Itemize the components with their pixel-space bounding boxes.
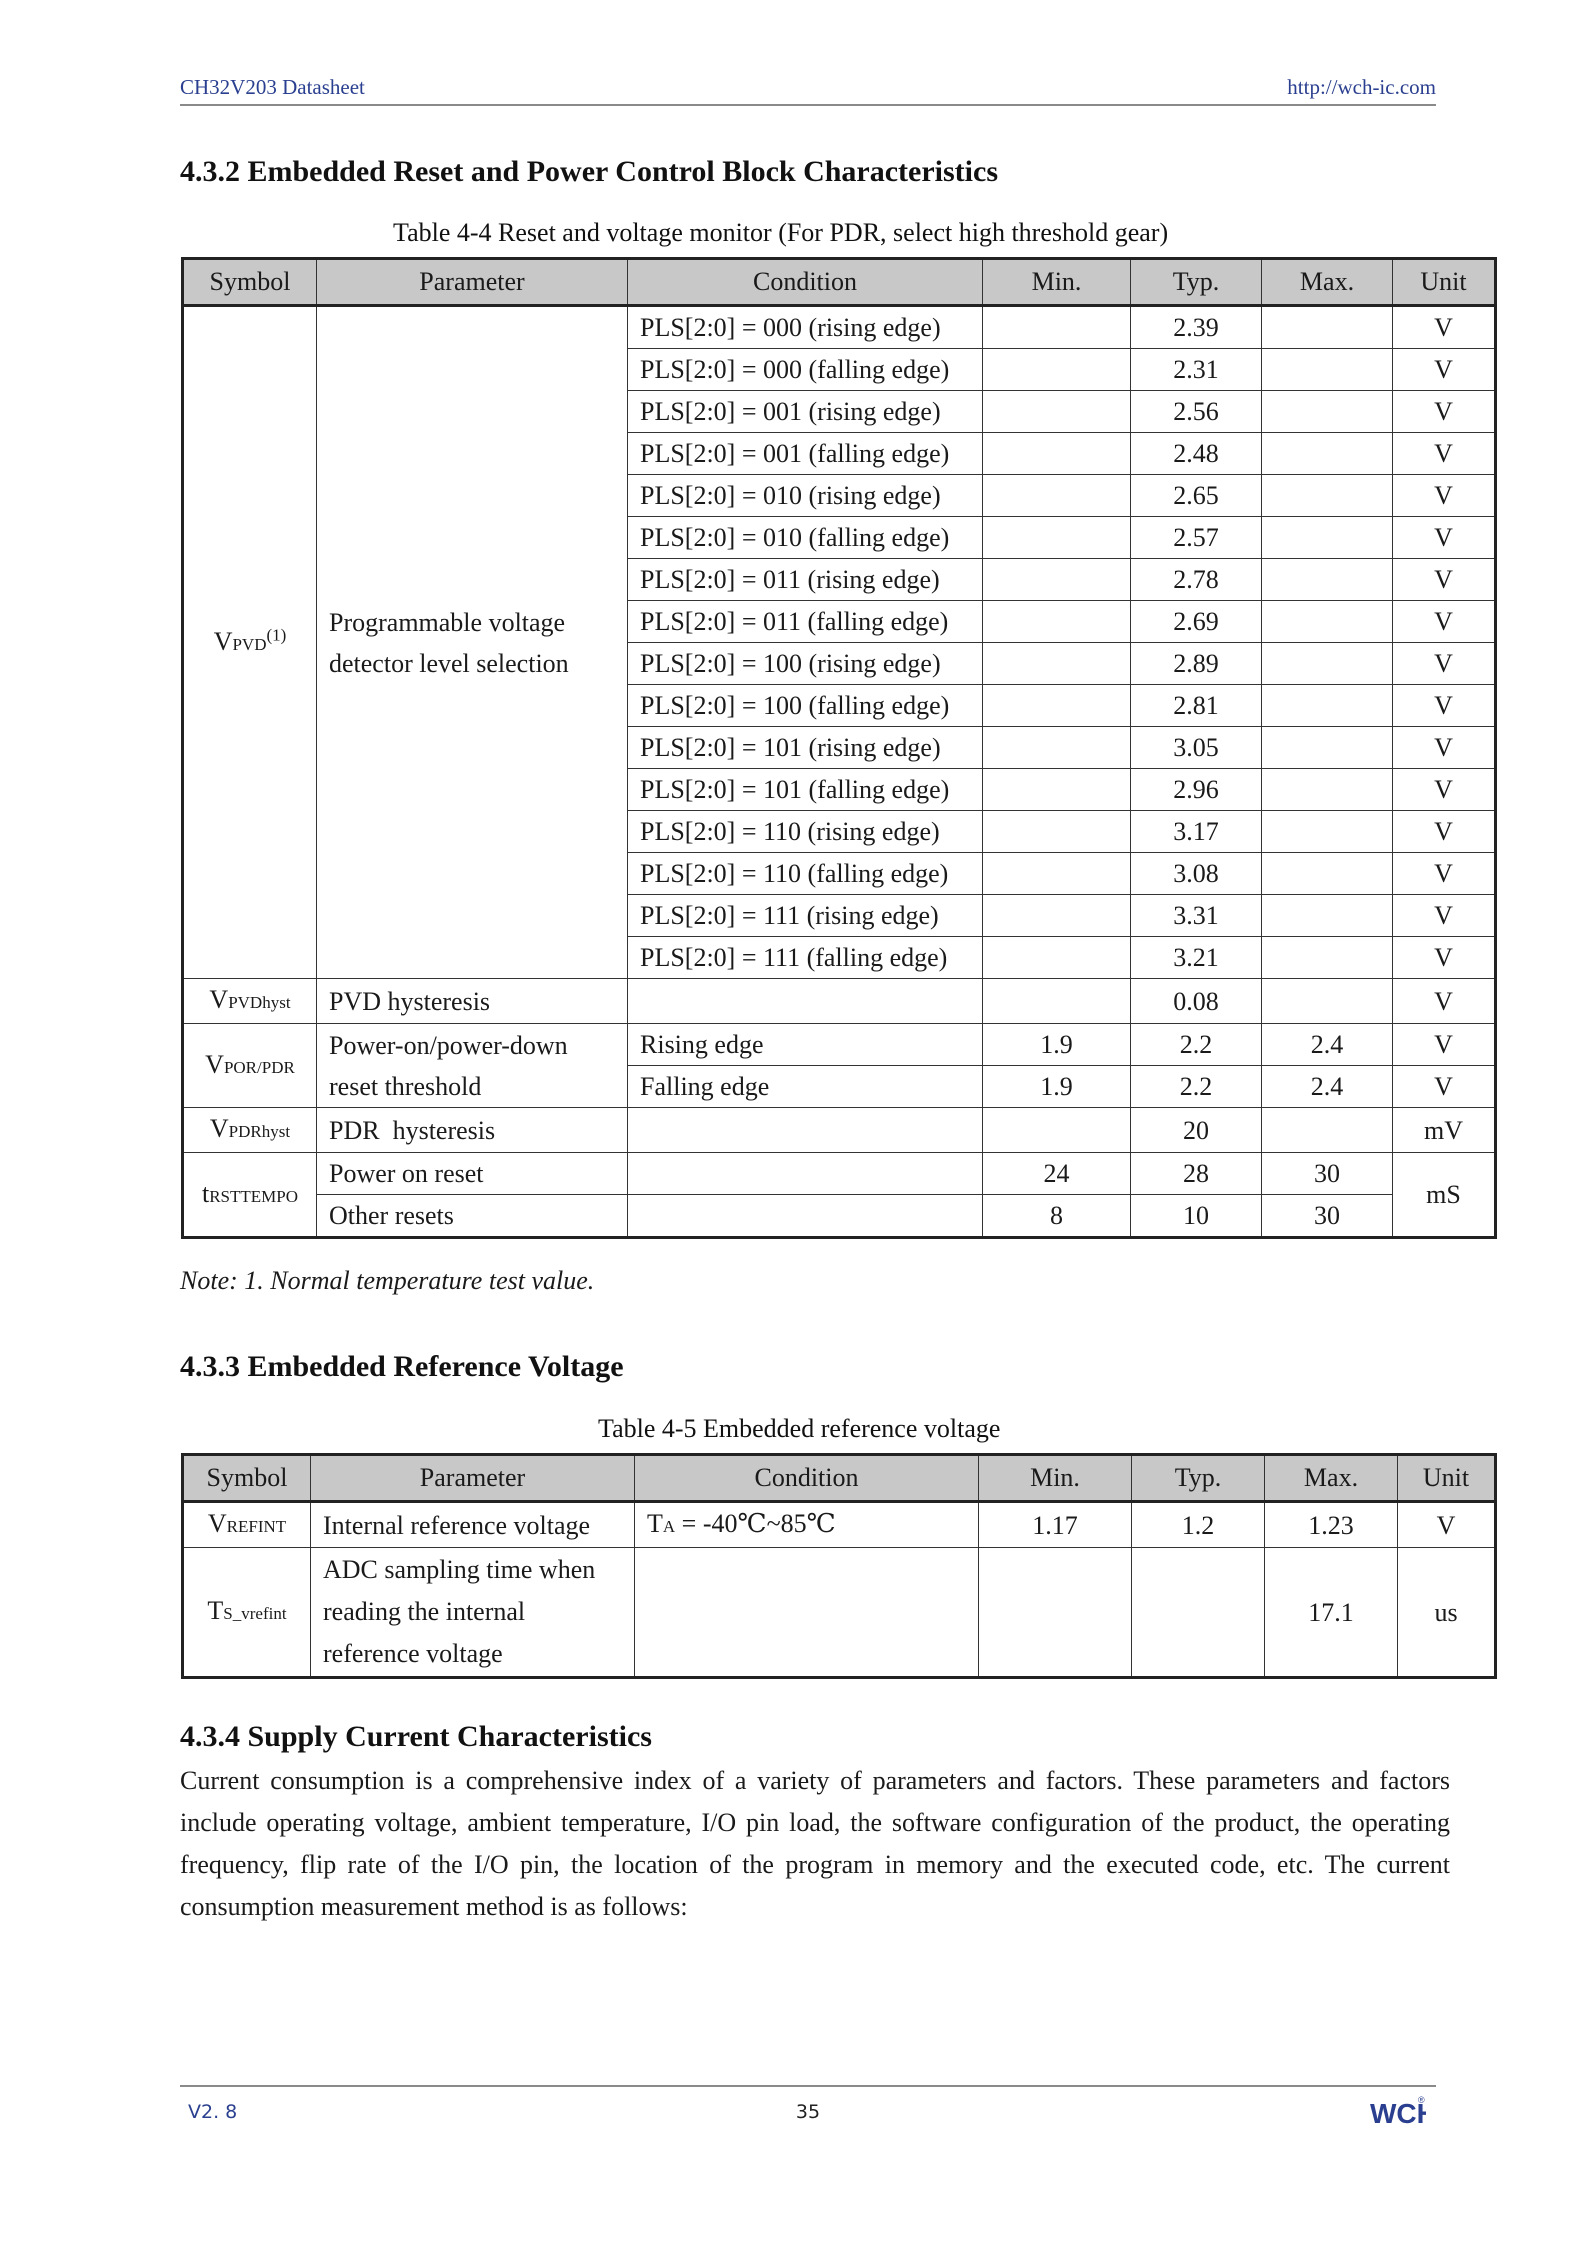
table-row (183, 1153, 1496, 1195)
max (1262, 979, 1393, 1024)
typ: 2.57 (1131, 517, 1262, 559)
min (983, 306, 1131, 349)
condition: PLS[2:0] = 000 (falling edge) (628, 349, 983, 391)
min (983, 979, 1131, 1024)
param-por-line1: Power-on/power-down (329, 1030, 568, 1060)
unit: V (1393, 601, 1496, 643)
unit: V (1393, 727, 1496, 769)
max: 1.23 (1265, 1502, 1398, 1548)
condition: PLS[2:0] = 011 (rising edge) (628, 559, 983, 601)
max (1262, 1108, 1393, 1153)
unit: V (1393, 811, 1496, 853)
table-4-4-caption: Table 4-4 Reset and voltage monitor (For PDR, select high threshold gear) (393, 218, 1169, 247)
condition: PLS[2:0] = 011 (falling edge) (628, 601, 983, 643)
section-4-3-3-title: 4.3.3 Embedded Reference Voltage (180, 1350, 624, 1383)
max: 17.1 (1265, 1548, 1398, 1678)
doc-version: V2. 8 (188, 2101, 238, 2123)
param-ts-line3: reference voltage (323, 1639, 503, 1668)
typ: 2.56 (1131, 391, 1262, 433)
typ: 2.2 (1131, 1024, 1262, 1066)
typ: 28 (1131, 1153, 1262, 1195)
table-row (183, 1548, 1496, 1678)
min (983, 727, 1131, 769)
table-row (183, 1024, 1496, 1066)
min: 1.9 (983, 1066, 1131, 1108)
min (983, 517, 1131, 559)
max (1262, 601, 1393, 643)
unit: V (1398, 1502, 1496, 1548)
unit: V (1393, 517, 1496, 559)
col-typ: Typ. (1131, 259, 1262, 306)
max (1262, 811, 1393, 853)
supply-current-paragraph: Current consumption is a comprehensive index of a variety of parameters and factors. These parameters and factors include operating voltage, ambient temperature, I/O pin load, the software configuration of the product, the operating frequency, flip rate of the I/O pin, the location of the program in memory and the executed code, etc. The current consumption measurement method is as follows: (180, 1766, 1450, 1921)
parameter: Power on reset (317, 1153, 628, 1195)
min: 1.17 (979, 1502, 1132, 1548)
unit: V (1393, 979, 1496, 1024)
max (1262, 559, 1393, 601)
typ: 0.08 (1131, 979, 1262, 1024)
website-link[interactable]: http://wch-ic.com (1287, 75, 1436, 99)
condition (628, 1153, 983, 1195)
max: 30 (1262, 1195, 1393, 1238)
param-por-line2: reset threshold (329, 1071, 482, 1101)
unit: V (1393, 433, 1496, 475)
typ: 2.96 (1131, 769, 1262, 811)
parameter: Other resets (317, 1195, 628, 1238)
condition (628, 979, 983, 1024)
parameter: PVD hysteresis (317, 979, 628, 1024)
col-typ: Typ. (1132, 1455, 1265, 1502)
min (983, 433, 1131, 475)
condition: PLS[2:0] = 100 (rising edge) (628, 643, 983, 685)
svg-text:WCH: WC (1370, 2098, 1417, 2129)
param-pvd-line1: Programmable voltage (329, 607, 566, 637)
doc-title: CH32V203 Datasheet (180, 75, 365, 99)
min (983, 769, 1131, 811)
max (1262, 895, 1393, 937)
typ: 2.81 (1131, 685, 1262, 727)
symbol-trsttempo: tRSTTEMPO (183, 1153, 317, 1238)
typ: 2.89 (1131, 643, 1262, 685)
page-number: 35 (795, 2101, 821, 2123)
col-parameter: Parameter (317, 259, 628, 306)
typ: 20 (1131, 1108, 1262, 1153)
min (983, 559, 1131, 601)
table-row (183, 1108, 1496, 1153)
col-min: Min. (983, 259, 1131, 306)
condition: PLS[2:0] = 111 (falling edge) (628, 937, 983, 979)
symbol-ts-vrefint: TS_vrefint (183, 1548, 311, 1678)
param-pvd-line2: detector level selection (329, 648, 569, 678)
typ: 10 (1131, 1195, 1262, 1238)
min (983, 349, 1131, 391)
typ: 2.69 (1131, 601, 1262, 643)
max (1262, 853, 1393, 895)
table-row (183, 1195, 1496, 1238)
typ: 3.21 (1131, 937, 1262, 979)
parameter: Internal reference voltage (311, 1502, 635, 1548)
condition (628, 1108, 983, 1153)
symbol-vpvdhyst: VPVDhyst (183, 979, 317, 1024)
max (1262, 475, 1393, 517)
min (979, 1548, 1132, 1678)
condition: PLS[2:0] = 001 (falling edge) (628, 433, 983, 475)
reset-voltage-table (181, 257, 1497, 1239)
typ: 3.17 (1131, 811, 1262, 853)
table-row (183, 306, 1496, 349)
max: 2.4 (1262, 1066, 1393, 1108)
unit: mV (1393, 1108, 1496, 1153)
condition: PLS[2:0] = 000 (rising edge) (628, 306, 983, 349)
min: 1.9 (983, 1024, 1131, 1066)
svg-text:®: ® (1418, 2095, 1425, 2105)
max (1262, 727, 1393, 769)
min (983, 895, 1131, 937)
min (983, 811, 1131, 853)
max (1262, 433, 1393, 475)
table-row (183, 979, 1496, 1024)
col-max: Max. (1265, 1455, 1398, 1502)
max (1262, 391, 1393, 433)
unit: V (1393, 895, 1496, 937)
unit: V (1393, 769, 1496, 811)
unit: V (1393, 559, 1496, 601)
unit: mS (1393, 1153, 1496, 1238)
section-4-3-2-title: 4.3.2 Embedded Reset and Power Control Block Characteristics (180, 155, 998, 188)
min (983, 601, 1131, 643)
col-max: Max. (1262, 259, 1393, 306)
reference-voltage-table (181, 1453, 1497, 1679)
min (983, 475, 1131, 517)
param-ts-line1: ADC sampling time when (323, 1555, 596, 1584)
col-unit: Unit (1393, 259, 1496, 306)
condition: Falling edge (628, 1066, 983, 1108)
wch-logo (1368, 2093, 1426, 2134)
symbol-vpdrhyst: VPDRhyst (183, 1108, 317, 1153)
col-condition: Condition (635, 1455, 979, 1502)
condition: PLS[2:0] = 110 (rising edge) (628, 811, 983, 853)
min (983, 643, 1131, 685)
col-symbol: Symbol (183, 259, 317, 306)
typ: 3.08 (1131, 853, 1262, 895)
condition: PLS[2:0] = 101 (rising edge) (628, 727, 983, 769)
max (1262, 685, 1393, 727)
condition (628, 1195, 983, 1238)
typ: 2.65 (1131, 475, 1262, 517)
unit: V (1393, 349, 1496, 391)
condition: PLS[2:0] = 001 (rising edge) (628, 391, 983, 433)
table-row (183, 1502, 1496, 1548)
condition (635, 1548, 979, 1678)
table-4-5-caption: Table 4-5 Embedded reference voltage (598, 1414, 1001, 1443)
condition: PLS[2:0] = 101 (falling edge) (628, 769, 983, 811)
symbol-vpor-pdr: VPOR/PDR (183, 1024, 317, 1108)
section-4-3-4-title: 4.3.4 Supply Current Characteristics (180, 1720, 652, 1753)
typ: 2.48 (1131, 433, 1262, 475)
unit: V (1393, 391, 1496, 433)
min (983, 937, 1131, 979)
typ: 2.2 (1131, 1066, 1262, 1108)
condition: Rising edge (628, 1024, 983, 1066)
symbol-vrefint: VREFINT (183, 1502, 311, 1548)
max (1262, 517, 1393, 559)
max (1262, 306, 1393, 349)
symbol-vpvd: VPVD$^{(1)}$ (183, 306, 317, 979)
condition: TA = -40℃~85℃ (635, 1502, 979, 1548)
unit: V (1393, 643, 1496, 685)
unit: V (1393, 475, 1496, 517)
unit: V (1393, 685, 1496, 727)
typ (1132, 1548, 1265, 1678)
param-por (317, 1024, 628, 1108)
unit: V (1393, 937, 1496, 979)
param-pvd (317, 306, 628, 979)
unit: V (1393, 306, 1496, 349)
max: 2.4 (1262, 1024, 1393, 1066)
unit: us (1398, 1548, 1496, 1678)
typ: 1.2 (1132, 1502, 1265, 1548)
page-footer (180, 2085, 1436, 2147)
condition: PLS[2:0] = 111 (rising edge) (628, 895, 983, 937)
condition: PLS[2:0] = 010 (rising edge) (628, 475, 983, 517)
typ: 2.78 (1131, 559, 1262, 601)
min (983, 391, 1131, 433)
col-min: Min. (979, 1455, 1132, 1502)
unit: V (1393, 1066, 1496, 1108)
typ: 3.31 (1131, 895, 1262, 937)
condition: PLS[2:0] = 100 (falling edge) (628, 685, 983, 727)
col-symbol: Symbol (183, 1455, 311, 1502)
col-parameter: Parameter (311, 1455, 635, 1502)
min (983, 1108, 1131, 1153)
unit: V (1393, 853, 1496, 895)
condition: PLS[2:0] = 010 (falling edge) (628, 517, 983, 559)
min: 24 (983, 1153, 1131, 1195)
condition: PLS[2:0] = 110 (falling edge) (628, 853, 983, 895)
table-header-row (183, 1455, 1496, 1502)
max (1262, 643, 1393, 685)
col-condition: Condition (628, 259, 983, 306)
max (1262, 937, 1393, 979)
max: 30 (1262, 1153, 1393, 1195)
table-note: Note: 1. Normal temperature test value. (180, 1266, 595, 1295)
param-ts-line2: reading the internal (323, 1597, 526, 1626)
max (1262, 349, 1393, 391)
parameter: PDR hysteresis (317, 1108, 628, 1153)
page-header (180, 72, 1436, 106)
typ: 2.31 (1131, 349, 1262, 391)
table-header-row (183, 259, 1496, 306)
param-ts (311, 1548, 635, 1678)
max (1262, 769, 1393, 811)
unit: V (1393, 1024, 1496, 1066)
min (983, 685, 1131, 727)
min: 8 (983, 1195, 1131, 1238)
typ: 3.05 (1131, 727, 1262, 769)
col-unit: Unit (1398, 1455, 1496, 1502)
min (983, 853, 1131, 895)
typ: 2.39 (1131, 306, 1262, 349)
